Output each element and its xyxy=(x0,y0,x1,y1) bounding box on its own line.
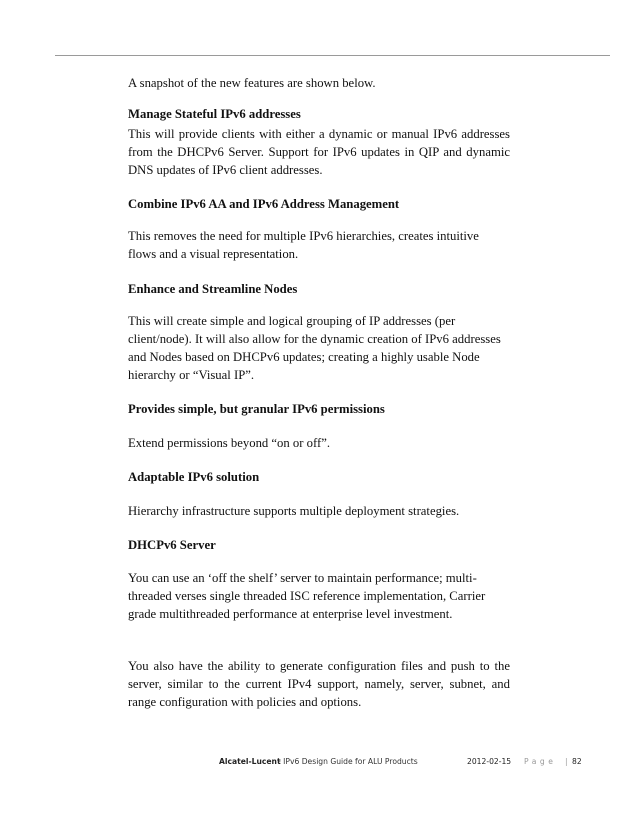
header-rule xyxy=(55,55,610,56)
section-body-combine: This removes the need for multiple IPv6 hierarchies, creates intuitive flows and a visual representation. xyxy=(128,229,479,261)
footer-page-number: 82 xyxy=(572,757,582,766)
intro-text: A snapshot of the new features are shown below. xyxy=(128,76,376,90)
footer-title: - IPv6 Design Guide for ALU Products xyxy=(278,757,418,766)
footer-page-label: Page xyxy=(524,757,557,766)
closing-paragraph: You also have the ability to generate configuration files and push to the server, similar to the current IPv4 support, namely, server, subnet, and range configuration with policies and options. xyxy=(128,659,510,709)
section-body-dhcpv6: You can use an ‘off the shelf’ server to maintain performance; multi-threaded verses single threaded ISC reference implementation, Carrier grade multithreaded performance at enterprise level investment. xyxy=(128,571,486,621)
section-body-adaptable: Hierarchy infrastructure supports multiple deployment strategies. xyxy=(128,504,460,518)
section-heading-nodes: Enhance and Streamline Nodes xyxy=(128,282,298,296)
section-heading-combine: Combine IPv6 AA and IPv6 Address Management xyxy=(128,197,400,211)
section-heading-permissions: Provides simple, but granular IPv6 permissions xyxy=(128,402,385,416)
section-body-nodes: This will create simple and logical grouping of IP addresses (per client/node). It will also allow for the dynamic creation of IPv6 addresses and Nodes based on DHCPv6 updates; creating a highly usable Node hierarchy or “Visual IP”. xyxy=(128,314,501,382)
section-heading-stateful: Manage Stateful IPv6 addresses xyxy=(128,107,301,121)
footer-brand: Alcatel-Lucent xyxy=(219,757,281,766)
section-body-permissions: Extend permissions beyond “on or off”. xyxy=(128,436,331,450)
section-heading-dhcpv6: DHCPv6 Server xyxy=(128,538,216,552)
footer-separator: | xyxy=(565,757,568,766)
section-body-stateful: This will provide clients with either a dynamic or manual IPv6 addresses from the DHCPv6 Server. Support for IPv6 updates in QIP and dynamic DNS updates of IPv6 client addresses. xyxy=(128,127,510,177)
page-body xyxy=(128,74,510,711)
section-heading-adaptable: Adaptable IPv6 solution xyxy=(128,470,260,484)
footer-date: 2012-02-15 xyxy=(467,757,512,766)
